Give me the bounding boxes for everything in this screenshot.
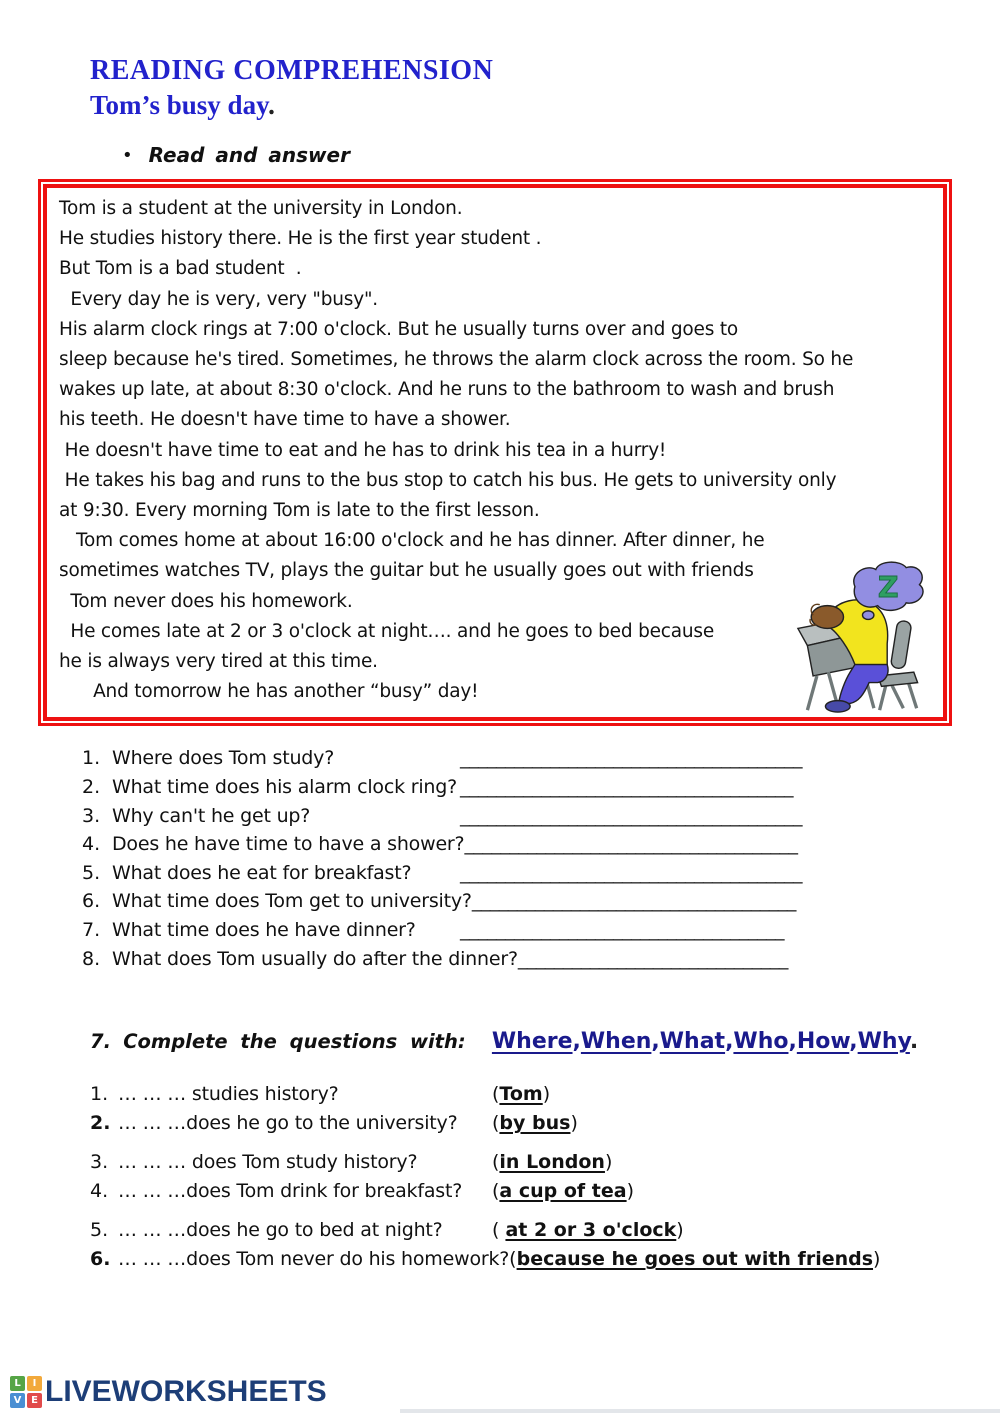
question-row: [82, 830, 1000, 859]
passage-line: Every day he is very, very "busy".: [59, 288, 378, 310]
question-text: Why can't he get up?: [112, 804, 311, 827]
answer-blank[interactable]: ______________________________: [517, 947, 788, 970]
item-number: 4.: [90, 1180, 109, 1203]
answer-text: by bus: [499, 1112, 571, 1135]
word-bank-option: How: [796, 1029, 850, 1055]
passage-line: But Tom is a bad student .: [59, 258, 302, 280]
item-question[interactable]: … … …does he go to the university?: [118, 1112, 458, 1135]
answer-text: in London: [499, 1151, 605, 1174]
liveworksheets-tiles-icon: [10, 1376, 42, 1408]
answer-blank[interactable]: _____________________________________: [464, 833, 798, 856]
item-number: 6.: [90, 1248, 111, 1271]
item-answer: [492, 1177, 634, 1206]
item-question[interactable]: … … …does he go to bed at night?: [118, 1219, 443, 1242]
exercise-item: [90, 1148, 1000, 1177]
logo-tile-e: E: [27, 1393, 42, 1408]
paren-close: ): [626, 1180, 635, 1203]
bullet-icon: •: [122, 145, 133, 166]
sleep-z-glyph: Z: [877, 571, 899, 605]
subtitle-period: .: [268, 90, 275, 120]
item-answer: [492, 1109, 578, 1138]
question-text: Does he have time to have a shower?: [112, 833, 465, 856]
footer: [10, 1375, 327, 1409]
answer-blank[interactable]: _____________________________________: [460, 776, 793, 799]
question-number: 5.: [82, 861, 101, 884]
passage-line: Tom comes home at about 16:00 o'clock and he has dinner. After dinner, he: [59, 530, 765, 552]
question-row: [82, 744, 1000, 773]
page-title: READING COMPREHENSION: [90, 55, 494, 86]
word-bank-option: When: [580, 1029, 652, 1055]
question-row: [82, 887, 1000, 916]
answer-blank[interactable]: ______________________________________: [460, 747, 802, 770]
question-number: 6.: [82, 890, 101, 913]
question-number: 1.: [82, 747, 101, 770]
item-number: 3.: [90, 1151, 109, 1174]
question-number: 3.: [82, 804, 101, 827]
exercise-item: [90, 1245, 1000, 1274]
passage-line: He comes late at 2 or 3 o'clock at night…. and he goes to bed because: [59, 620, 715, 642]
passage-line: He doesn't have time to eat and he has to drink his tea in a hurry!: [59, 439, 667, 461]
paren-close: ): [873, 1248, 881, 1271]
item-question[interactable]: … … …does Tom drink for breakfast?: [118, 1180, 463, 1203]
question-row: [82, 945, 1000, 974]
paren-open: (: [492, 1180, 500, 1203]
passage-line: He takes his bag and runs to the bus stop to catch his bus. He gets to university only: [59, 469, 837, 491]
item-number: 5.: [90, 1219, 109, 1242]
word-bank-separator: ,: [651, 1029, 660, 1055]
question-number: 8.: [82, 947, 101, 970]
answer-text: Tom: [499, 1083, 543, 1106]
passage-line: Tom is a student at the university in London.: [59, 198, 463, 219]
item-question[interactable]: … … …does Tom never do his homework?: [118, 1248, 510, 1271]
word-bank: [492, 1029, 918, 1054]
word-bank-option: Why: [857, 1029, 910, 1055]
passage-line: wakes up late, at about 8:30 o'clock. And he runs to the bathroom to wash and brush: [59, 379, 835, 401]
word-bank-separator: ,: [849, 1029, 858, 1055]
paren-open: (: [509, 1248, 517, 1271]
passage-line: His alarm clock rings at 7:00 o'clock. But he usually turns over and goes to: [59, 318, 739, 340]
exercise-item: [90, 1109, 1000, 1138]
question-text: What does he eat for breakfast?: [112, 861, 412, 884]
question-text: What time does Tom get to university?: [112, 890, 472, 913]
question-text: What does Tom usually do after the dinner?: [112, 947, 518, 970]
instruction-text: Read and answer: [148, 143, 350, 167]
exercise-header: [90, 1029, 1000, 1054]
sleeping-student-illustration: [796, 558, 929, 715]
liveworksheets-logo[interactable]: [10, 1375, 327, 1409]
item-answer: [492, 1148, 612, 1177]
passage-line: sleep because he's tired. Sometimes, he throws the alarm clock across the room. So he: [59, 349, 854, 371]
paren-close: ): [604, 1151, 613, 1174]
exercise-instruction: Complete the questions with:: [123, 1030, 466, 1054]
question-number: 4.: [82, 833, 101, 856]
logo-wordmark: LIVEWORKSHEETS: [45, 1375, 327, 1408]
passage-box-inner: [43, 184, 947, 721]
logo-tile-l: L: [10, 1376, 25, 1391]
answer-text: because he goes out with friends: [516, 1248, 874, 1271]
item-number: 1.: [90, 1083, 109, 1106]
question-row: [82, 859, 1000, 888]
passage-line: sometimes watches TV, plays the guitar but he usually goes out with friends: [59, 560, 754, 582]
word-bank-period: .: [909, 1029, 919, 1055]
item-number: 2.: [90, 1112, 111, 1135]
exercise-item: [90, 1177, 1000, 1206]
question-row: [82, 773, 1000, 802]
passage-line: he is always very tired at this time.: [59, 651, 378, 673]
word-bank-separator: ,: [572, 1029, 581, 1055]
question-text: What time does his alarm clock ring?: [112, 776, 458, 799]
item-question[interactable]: … … … does Tom study history?: [118, 1151, 418, 1174]
answer-blank[interactable]: ______________________________________: [460, 804, 802, 827]
word-bank-separator: ,: [788, 1029, 797, 1055]
question-row: [82, 916, 1000, 945]
answer-text: a cup of tea: [499, 1180, 627, 1203]
answer-blank[interactable]: ____________________________________: [471, 890, 796, 913]
word-bank-option: What: [659, 1029, 726, 1055]
answer-text: at 2 or 3 o'clock: [505, 1219, 677, 1242]
item-answer: [509, 1245, 880, 1274]
passage-line: at 9:30. Every morning Tom is late to the first lesson.: [59, 500, 540, 522]
paren-open: (: [492, 1112, 500, 1135]
answer-blank[interactable]: ____________________________________: [460, 919, 784, 942]
question-row: [82, 802, 1000, 831]
paren-close: ): [542, 1083, 551, 1106]
paren-open: (: [492, 1083, 500, 1106]
subtitle-text: Tom’s busy day: [90, 90, 269, 120]
paren-close: ): [570, 1112, 578, 1135]
bottom-edge-artifact: [400, 1409, 1000, 1413]
exercise-item: [90, 1216, 1000, 1245]
item-question[interactable]: … … … studies history?: [118, 1083, 339, 1106]
exercise-number: 7.: [90, 1030, 111, 1054]
logo-tile-i: I: [27, 1376, 42, 1391]
passage-line: Tom never does his homework.: [59, 590, 353, 612]
word-bank-option: Where: [491, 1029, 573, 1055]
question-text: Where does Tom study?: [112, 747, 335, 770]
logo-tile-v: V: [10, 1393, 25, 1408]
item-answer: [492, 1080, 550, 1109]
paren-close: ): [676, 1219, 684, 1242]
passage-box: [38, 179, 952, 726]
passage-line: He studies history there. He is the first year student .: [59, 228, 542, 250]
question-number: 2.: [82, 776, 101, 799]
instruction-line: [122, 143, 1000, 167]
paren-open: (: [492, 1219, 506, 1242]
question-number: 7.: [82, 919, 101, 942]
page-subtitle: [90, 90, 1000, 121]
word-bank-separator: ,: [725, 1029, 734, 1055]
exercise-list: [0, 1080, 1000, 1274]
item-answer: [492, 1216, 684, 1245]
question-text: What time does he have dinner?: [112, 919, 416, 942]
passage-line: And tomorrow he has another “busy” day!: [59, 681, 479, 703]
paren-open: (: [492, 1151, 500, 1174]
answer-blank[interactable]: ______________________________________: [460, 861, 802, 884]
word-bank-option: Who: [733, 1029, 789, 1055]
questions-list: [0, 744, 1000, 973]
passage-line: his teeth. He doesn't have time to have a shower.: [59, 409, 511, 431]
exercise-item: [90, 1080, 1000, 1109]
